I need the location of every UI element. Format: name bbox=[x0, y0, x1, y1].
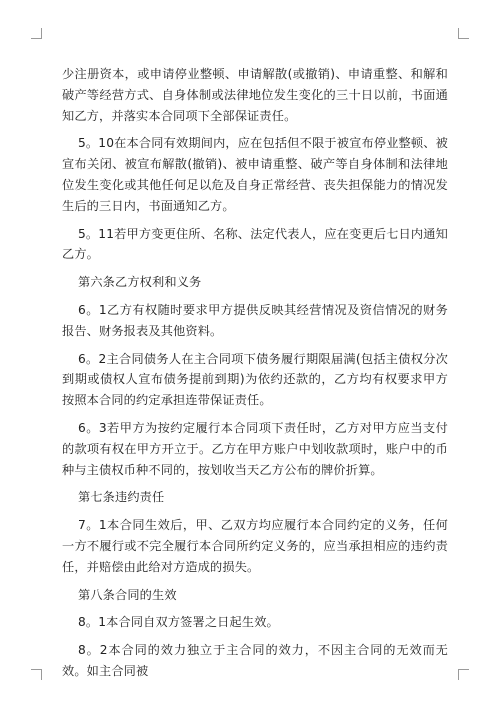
document-body bbox=[62, 64, 448, 689]
clause-6-2: 6。2主合同债务人在主合同项下债务履行期限届满(包括主债权分次到期或债权人宣布债务提前到期)为依约还款的，乙方均有权要求甲方按照本合同的约定承担连带保证责任。 bbox=[62, 351, 448, 408]
crop-mark-bottom-right bbox=[458, 669, 469, 680]
clause-6-3: 6。3若甲方为按约定履行本合同项下责任时，乙方对甲方应当支付的款项有权在甲方开立于。乙方在甲方账户中划收款项时，账户中的币种与主债权币种不同的，按划收当天乙方公布的牌价折算。 bbox=[62, 420, 448, 477]
crop-mark-bottom-left bbox=[31, 669, 42, 680]
article-7-heading: 第七条违约责任 bbox=[78, 490, 165, 505]
clause-7-1: 7。1本合同生效后，甲、乙双方均应履行本合同约定的义务，任何一方不履行或不完全履行本合同所约定义务的，应当承担相应的违约责任，并赔偿由此给对方造成的损失。 bbox=[62, 518, 448, 574]
clause-6-1: 6。1乙方有权随时要求甲方提供反映其经营情况及资信情况的财务报告、财务报表及其他资料。 bbox=[62, 302, 448, 338]
crop-mark-top-left bbox=[31, 28, 42, 39]
article-8-heading: 第八条合同的生效 bbox=[78, 587, 177, 602]
clause-8-2: 8。2本合同的效力独立于主合同的效力，不因主合同的无效而无效。如主合同被 bbox=[62, 643, 448, 678]
clause-5-11: 5。11若甲方变更住所、名称、法定代表人，应在变更后七日内通知乙方。 bbox=[62, 226, 448, 262]
clause-5-10: 5。10在本合同有效期间内，应在包括但不限于被宣布停业整顿、被宣布关闭、被宣布解散(撤销)、被申请重整、破产等自身体制和法律地位发生变化或其他任何足以危及自身正常经营、丧失担保能力的情况发生后的三日内，书面通知乙方。 bbox=[62, 136, 448, 213]
article-6-heading: 第六条乙方权利和义务 bbox=[78, 275, 202, 290]
clause-8-1: 8。1本合同自双方签署之日起生效。 bbox=[78, 615, 279, 630]
crop-mark-top-right bbox=[458, 28, 469, 39]
paragraph-5-9-continuation: 少注册资本，或申请停业整顿、申请解散(或撤销)、申请重整、和解和破产等经营方式、自身体制或法律地位发生变化的三十日以前，书面通知乙方，并落实本合同项下全部保证责任。 bbox=[62, 67, 448, 123]
